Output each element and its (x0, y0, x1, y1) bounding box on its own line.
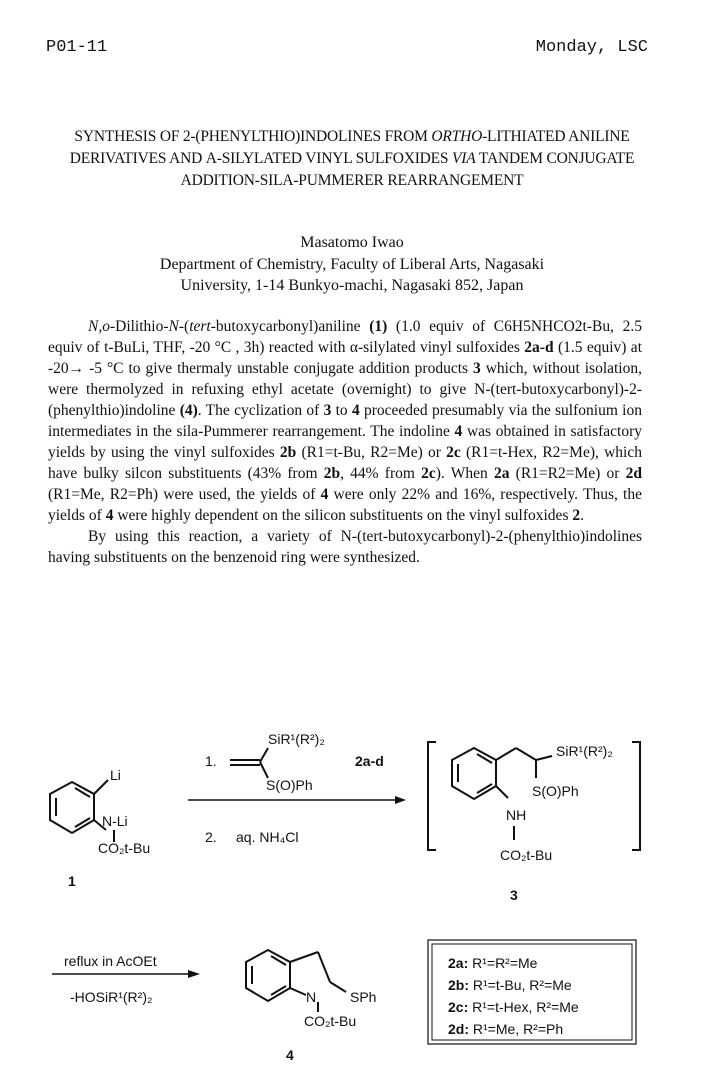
c1-boc: CO₂t-Bu (98, 840, 151, 856)
abs-text: (R1=R2=Me) or (509, 465, 626, 482)
compound-ref: 4 (320, 486, 329, 503)
vinyl-sulfoxide (230, 748, 268, 778)
bracket-left (428, 742, 436, 850)
title-part: TANDEM CONJUGATE ADDITION-SILA-PUMMERER REARRANGEMENT (180, 150, 635, 189)
compound-ref: 2c (421, 465, 436, 482)
compound-ref: 2c (446, 444, 461, 461)
abs-text: (1.0 equiv of C6H5NHCO2t-Bu, 2.5 equiv of t-BuLi, THF, -20 °C , 3h) reacted with α-silylated vinyl sulfoxides (48, 318, 642, 356)
abs-text: N (168, 318, 179, 335)
affiliation-line: Department of Chemistry, Faculty of Liberal Arts, Nagasaki (159, 256, 545, 273)
bond (94, 780, 108, 794)
compound-ref: 2a (493, 465, 510, 482)
substituent-legend (428, 940, 636, 1044)
step1-num: 1. (205, 753, 217, 769)
abs-text: (R1=t-Hex, R2=Me), which have bulky silcon substituents (43% from (48, 444, 642, 482)
abs-text: -( (178, 318, 190, 335)
abs-text: was obtained in satisfactory yields by using the vinyl sulfoxides (48, 423, 642, 461)
ring-double-bond (477, 754, 492, 763)
compound-ref: 2a-d (524, 339, 554, 356)
step2-num: 2. (205, 829, 217, 845)
compound-4 (246, 950, 346, 1012)
compound-ref: 4 (351, 402, 360, 419)
title-part: -LITHIATED ANILINE DERIVATIVES AND Α-SILYLATED VINYL SULFOXIDES (69, 128, 630, 167)
abs-text: (1.5 equiv) at -20→ -5 °C to give thermaly unstable conjugate addition products (48, 339, 642, 377)
page-code: P01-11 (46, 38, 108, 57)
abstract-paragraph-2: By using this reaction, a variety of N-(tert-butoxycarbonyl)-2-(phenylthio)indolines having substituents on the benzenoid ring were synthesized. (48, 528, 642, 566)
abs-text: -butoxycarbonyl)aniline (210, 318, 370, 335)
reagent-sir: SiR¹(R²)₂ (268, 731, 325, 747)
title-italic: ORTHO (431, 128, 483, 145)
title-part: SYNTHESIS OF 2-(PHENYLTHIO)INDOLINES FROM (74, 128, 432, 145)
session-label: Monday, LSC (535, 38, 648, 57)
compound-ref: 2b (279, 444, 297, 461)
abs-text: N,o (88, 318, 110, 335)
abs-text: which, without isolation, were thermolyzed in refuxing ethyl acetate (overnight) to give N-(tert-butoxycarbonyl)-2-(phenylthio)indoline (48, 360, 642, 419)
abs-text: proceeded presumably via the sulfonium ion intermediates in the sila-Pummerer rearrangement. The indoline (48, 402, 642, 440)
c4-boc: CO₂t-Bu (304, 1013, 357, 1029)
affiliation-line: University, 1-14 Bunkyo-machi, Nagasaki 852, Japan (180, 277, 524, 294)
ring-double-bond (271, 956, 286, 965)
arrow-head-icon (395, 796, 406, 804)
title-italic: VIA (452, 150, 476, 167)
c4-sph: SPh (350, 989, 377, 1005)
compound-ref: 3 (323, 402, 332, 419)
bracket-right (632, 742, 640, 850)
compound-ref: (4) (179, 402, 198, 419)
c4-label: 4 (286, 1047, 294, 1063)
step3-byproduct: -HOSiR¹(R²)₂ (70, 989, 153, 1005)
legend-row: 2a: R¹=R²=Me (448, 955, 538, 971)
reaction-scheme (0, 720, 704, 1084)
abs-text: were only 22% and 16%, respectively. Thus, the yields of (48, 486, 642, 524)
paper-title (40, 126, 664, 192)
c1-nli: N-Li (102, 813, 128, 829)
c3-label: 3 (510, 887, 518, 903)
c4-n: N (306, 989, 317, 1005)
abstract-paragraph-1 (48, 316, 642, 526)
reagent-2ad: 2a-d (355, 753, 384, 769)
legend-row: 2b: R¹=t-Bu, R²=Me (448, 977, 572, 993)
abs-text: , 44% from (340, 465, 422, 482)
abs-text: -Dilithio- (109, 318, 169, 335)
affiliation (40, 254, 664, 296)
abs-text: tert (189, 318, 211, 335)
compound-ref: 4 (454, 423, 463, 440)
c1-label: 1 (68, 873, 76, 889)
step3-conditions: reflux in AcOEt (64, 953, 157, 969)
compound-ref: 4 (105, 507, 114, 524)
abs-text: (R1=t-Bu, R2=Me) or (296, 444, 447, 461)
legend-row: 2d: R¹=Me, R²=Ph (448, 1021, 564, 1037)
abstract (48, 316, 642, 568)
compound-ref: 3 (473, 360, 481, 377)
abs-text: ). When (435, 465, 494, 482)
abs-text: to (331, 402, 352, 419)
compound-ref: 2 (572, 507, 581, 524)
c3-sop: S(O)Ph (532, 783, 579, 799)
compound-ref: 2b (323, 465, 341, 482)
abs-text: (R1=Me, R2=Ph) were used, the yields of (48, 486, 321, 503)
c1-li: Li (110, 767, 121, 783)
arrow-head-icon (188, 970, 200, 978)
abs-text: . The cyclization of (197, 402, 324, 419)
author-name: Masatomo Iwao (300, 234, 404, 251)
step2-reagent: aq. NH₄Cl (236, 829, 299, 845)
abs-text: . (580, 507, 584, 524)
reagent-sop: S(O)Ph (266, 777, 313, 793)
compound-ref: (1) (369, 318, 388, 335)
c3-boc: CO₂t-Bu (500, 847, 553, 863)
abs-text: were highly dependent on the silicon substituents on the vinyl sulfoxides (113, 507, 573, 524)
c3-sir: SiR¹(R²)₂ (556, 743, 613, 759)
ring-double-bond (75, 788, 90, 797)
c3-nh: NH (506, 807, 527, 823)
compound-ref: 2d (625, 465, 642, 482)
compound-1 (50, 780, 114, 842)
legend-row: 2c: R¹=t-Hex, R²=Me (448, 999, 579, 1015)
